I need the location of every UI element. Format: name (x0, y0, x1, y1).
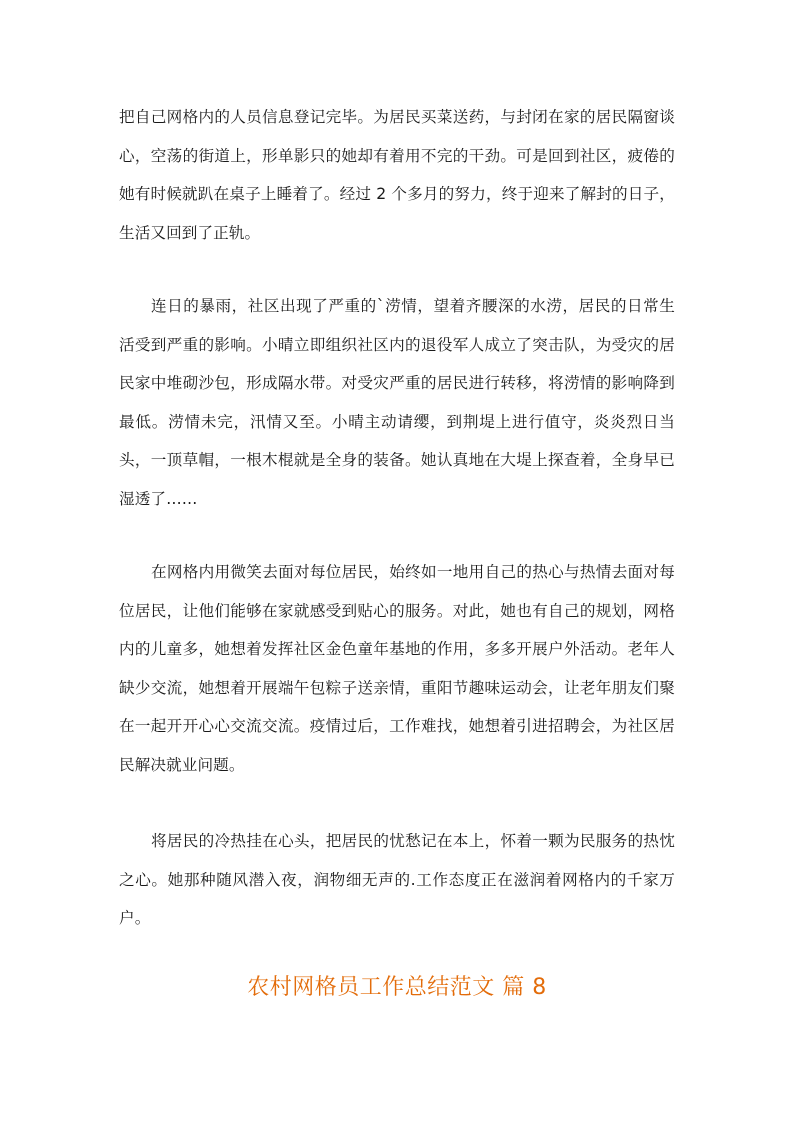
paragraph-service: 在网格内用微笑去面对每位居民，始终如一地用自己的热心与热情去面对每位居民，让他们能够在家就感受到贴心的服务。对此，她也有自己的规划，网格内的儿童多，她想着发挥社区金色童年基地的作用，多多开展户外活动。老年人缺少交流，她想着开展端午包粽子送亲情，重阳节趣味运动会，让老年朋友们聚在一起开开心心交流交流。疫情过后，工作难找，她想着引进招聘会，为社区居民解决就业问题。 (119, 563, 675, 774)
paragraph-conclusion: 将居民的冷热挂在心头，把居民的忧愁记在本上，怀着一颗为民服务的热忱之心。她那种随风潜入夜，润物细无声的.工作态度正在滋润着网格内的千家万户。 (119, 832, 675, 927)
paragraph-continuation: 把自己网格内的人员信息登记完毕。为居民买菜送药，与封闭在家的居民隔窗谈心，空荡的街道上，形单影只的她却有着用不完的干劲。可是回到社区，疲倦的她有时候就趴在桌子上睡着了。经过 2 个多月的努力，终于迎来了解封的日子，生活又回到了正轨。 (119, 108, 675, 242)
paragraph-flood: 连日的暴雨，社区出现了严重的`涝情，望着齐腰深的水涝，居民的日常生活受到严重的影响。小晴立即组织社区内的退役军人成立了突击队，为受灾的居民家中堆砌沙包，形成隔水带。对受灾严重的居民进行转移，将涝情的影响降到最低。涝情未完，汛情又至。小晴主动请缨，到荆堤上进行值守，炎炎烈日当头，一顶草帽，一根木棍就是全身的装备。她认真地在大堤上探查着，全身早已湿透了…… (119, 297, 675, 508)
section-heading: 农村网格员工作总结范文 篇 8 (247, 975, 547, 1000)
